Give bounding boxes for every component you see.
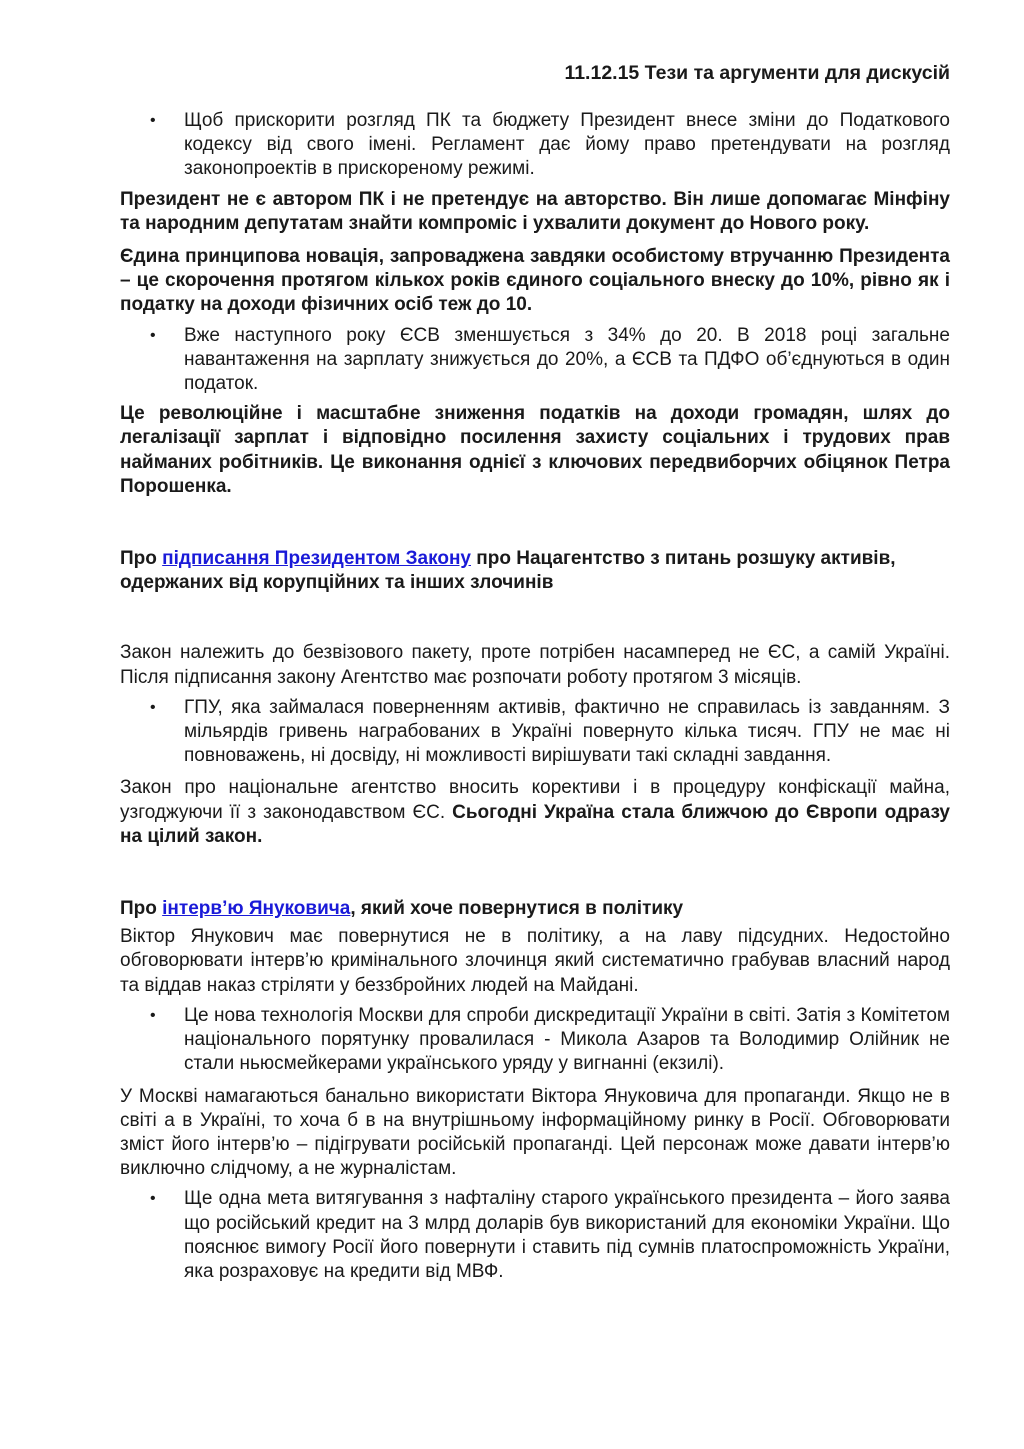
bullet-list xyxy=(120,1187,950,1284)
list-item: • ГПУ, яка займалася поверненням активів, фактично не справилась із завданням. З мільярдів гривень награбованих в Україні повернуто кілька тисяч. ГПУ не має ні повноважень, ні досвіду, ні можливості вирішувати такі складні завдання. xyxy=(120,696,950,769)
bullet-list xyxy=(120,324,950,397)
paragraph: Віктор Янукович має повернутися не в політику, а на лаву підсудних. Недостойно обговорювати інтерв’ю кримінального злочинця який систематично грабував власний народ та віддав наказ стріляти у беззбройних людей на Майдані. xyxy=(120,926,950,996)
heading-prefix: Про xyxy=(120,548,163,570)
page-header: 11.12.15 Тези та аргументи для дискусій xyxy=(564,62,950,84)
paragraph: Єдина принципова новація, запроваджена завдяки особистому втручанню Президента – це скорочення протягом кількох років єдиного соціального внеску до 10%, рівно як і податку на доходи фізичних осіб теж до 10. xyxy=(120,246,950,316)
paragraph: Закон належить до безвізового пакету, проте потрібен насамперед не ЄС, а самій Україні. Після підписання закону Агентство має розпочати роботу протягом 3 місяців. xyxy=(120,642,950,688)
heading-suffix: про Нацагентство з питань розшуку активів, одержаних від корупційних та інших злочинів xyxy=(120,548,896,594)
list-item: • Ще одна мета витягування з нафталіну старого українського президента – його заява що російський кредит на 3 млрд доларів був використаний для економіки України. Що пояснює вимогу Росії його повернути і ставить під сумнів платоспроможність України, яка розраховує на кредити від МВФ. xyxy=(120,1187,950,1284)
link-president-signing[interactable]: підписання Президентом Закону xyxy=(162,548,471,570)
section-heading xyxy=(120,897,950,921)
heading-prefix: Про xyxy=(120,898,163,920)
paragraph: У Москві намагаються банально використати Віктора Януковича для пропаганди. Якщо не в світі а в Україні, то хоча б в на внутрішньому інформаційному ринку в Росії. Обговорювати зміст його інтерв’ю – підігрувати російській пропаганді. Цей персонаж може давати інтерв’ю виключно слідчому, а не журналістам. xyxy=(120,1085,950,1180)
document-body xyxy=(120,109,950,1284)
bullet-list xyxy=(120,696,950,769)
paragraph: Президент не є автором ПК і не претендує на авторство. Він лише допомагає Мінфіну та народним депутатам знайти компроміс і ухвалити документ до Нового року. xyxy=(120,188,950,234)
link-yanukovych-interview[interactable]: інтерв’ю Януковича xyxy=(162,898,351,920)
list-item: • Це нова технологія Москви для спроби дискредитації України в світі. Затія з Комітетом національного порятунку провалилася - Микола Азаров та Володимир Олійник не стали ньюсмейкерами українського уряду у вигнанні (екзилі). xyxy=(120,1004,950,1077)
list-item: • Щоб прискорити розгляд ПК та бюджету Президент внесе зміни до Податкового кодексу від свого імені. Регламент дає йому право претендувати на розгляд законопроектів в прискореному режимі. xyxy=(120,109,950,182)
heading-suffix: , який хоче повернутися в політику xyxy=(350,898,684,920)
bullet-list xyxy=(120,1004,950,1077)
paragraph: Це революційне і масштабне зниження податків на доходи громадян, шлях до легалізації зарплат і відповідно посилення захисту соціальних і трудових прав найманих робітників. Це виконання однієї з ключових передвиборчих обіцянок Петра Порошенка. xyxy=(120,403,950,497)
bullet-list xyxy=(120,109,950,182)
list-item: • Вже наступного року ЄСВ зменшується з 34% до 20. В 2018 році загальне навантаження на зарплату знижується до 20%, а ЄСВ та ПДФО об’єднуються в один податок. xyxy=(120,324,950,397)
section-heading xyxy=(120,547,950,595)
paragraph-text: Закон про національне агентство вносить корективи і в процедуру конфіскації майна, узгоджуючи її з законодавством ЄС. xyxy=(120,777,950,823)
paragraph xyxy=(120,776,950,849)
paragraph-emphasis: Сьогодні Україна стала ближчою до Європи одразу на цілий закон. xyxy=(120,801,950,847)
